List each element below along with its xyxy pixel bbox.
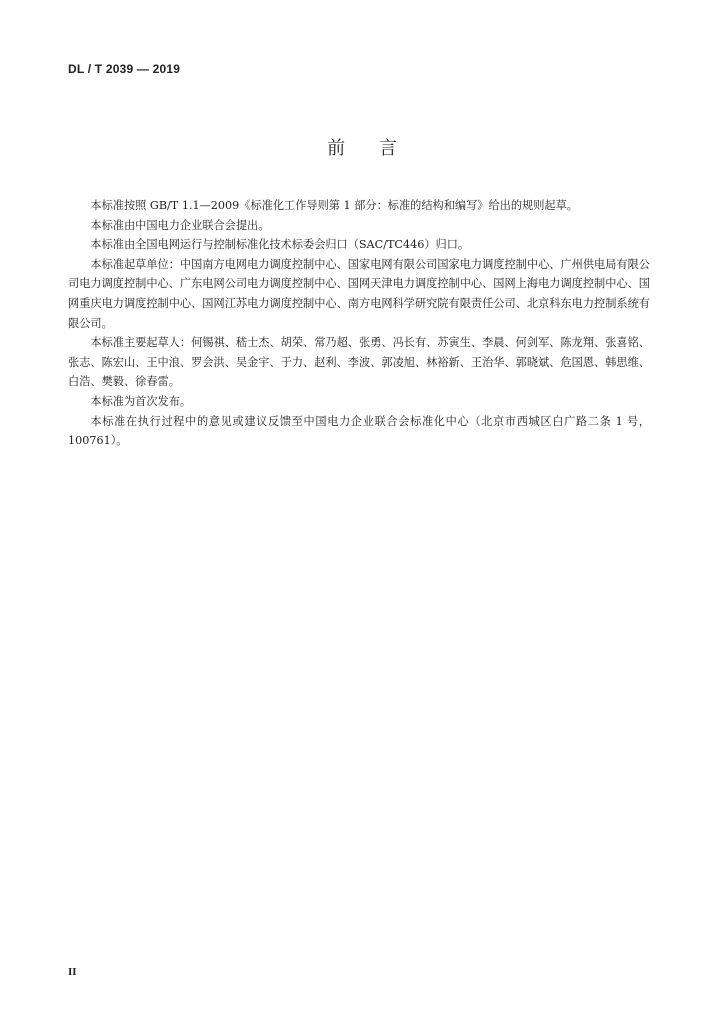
paragraph-governing-committee: 本标准由全国电网运行与控制标准化技术标委会归口（SAC/TC446）归口。 [90, 238, 470, 252]
paragraph-drafting-rules: 本标准按照 GB/T 1.1—2009《标准化工作导则第 1 部分：标准的结构和编写》给出的规则起草。 [90, 199, 578, 212]
page-number: II [68, 966, 77, 978]
standard-code: DL / T 2039 — 2019 [68, 62, 181, 76]
paragraph-main-drafters: 本标准主要起草人：何锡祺、嵇士杰、胡荣、常乃超、张勇、冯长有、苏寅生、李晨、何剑军、陈龙翔、张喜铭、张志、陈宏山、王中浪、罗会洪、吴金宇、于力、赵利、李波、郭凌旭、林裕新、王治华、郭晓斌、危国恩、韩思维、白浩、樊毅、徐春雷。 [68, 336, 650, 389]
paragraph-first-release: 本标准为首次发布。 [90, 394, 192, 408]
page-title: 前 言 [327, 138, 411, 159]
paragraph-feedback: 本标准在执行过程中的意见或建议反馈至中国电力企业联合会标准化中心（北京市西城区白广路二条 1 号，100761）。 [68, 414, 650, 448]
foreword-body [68, 196, 650, 451]
paragraph-proposer: 本标准由中国电力企业联合会提出。 [90, 218, 270, 232]
paragraph-drafting-units: 本标准起草单位：中国南方电网电力调度控制中心、国家电网有限公司国家电力调度控制中心、广州供电局有限公司电力调度控制中心、广东电网公司电力调度控制中心、国网天津电力调度控制中心、国网上海电力调度控制中心、国网重庆电力调度控制中心、国网江苏电力调度控制中心、南方电网科学研究院有限责任公司、北京科东电力控制系统有限公司。 [68, 257, 650, 330]
